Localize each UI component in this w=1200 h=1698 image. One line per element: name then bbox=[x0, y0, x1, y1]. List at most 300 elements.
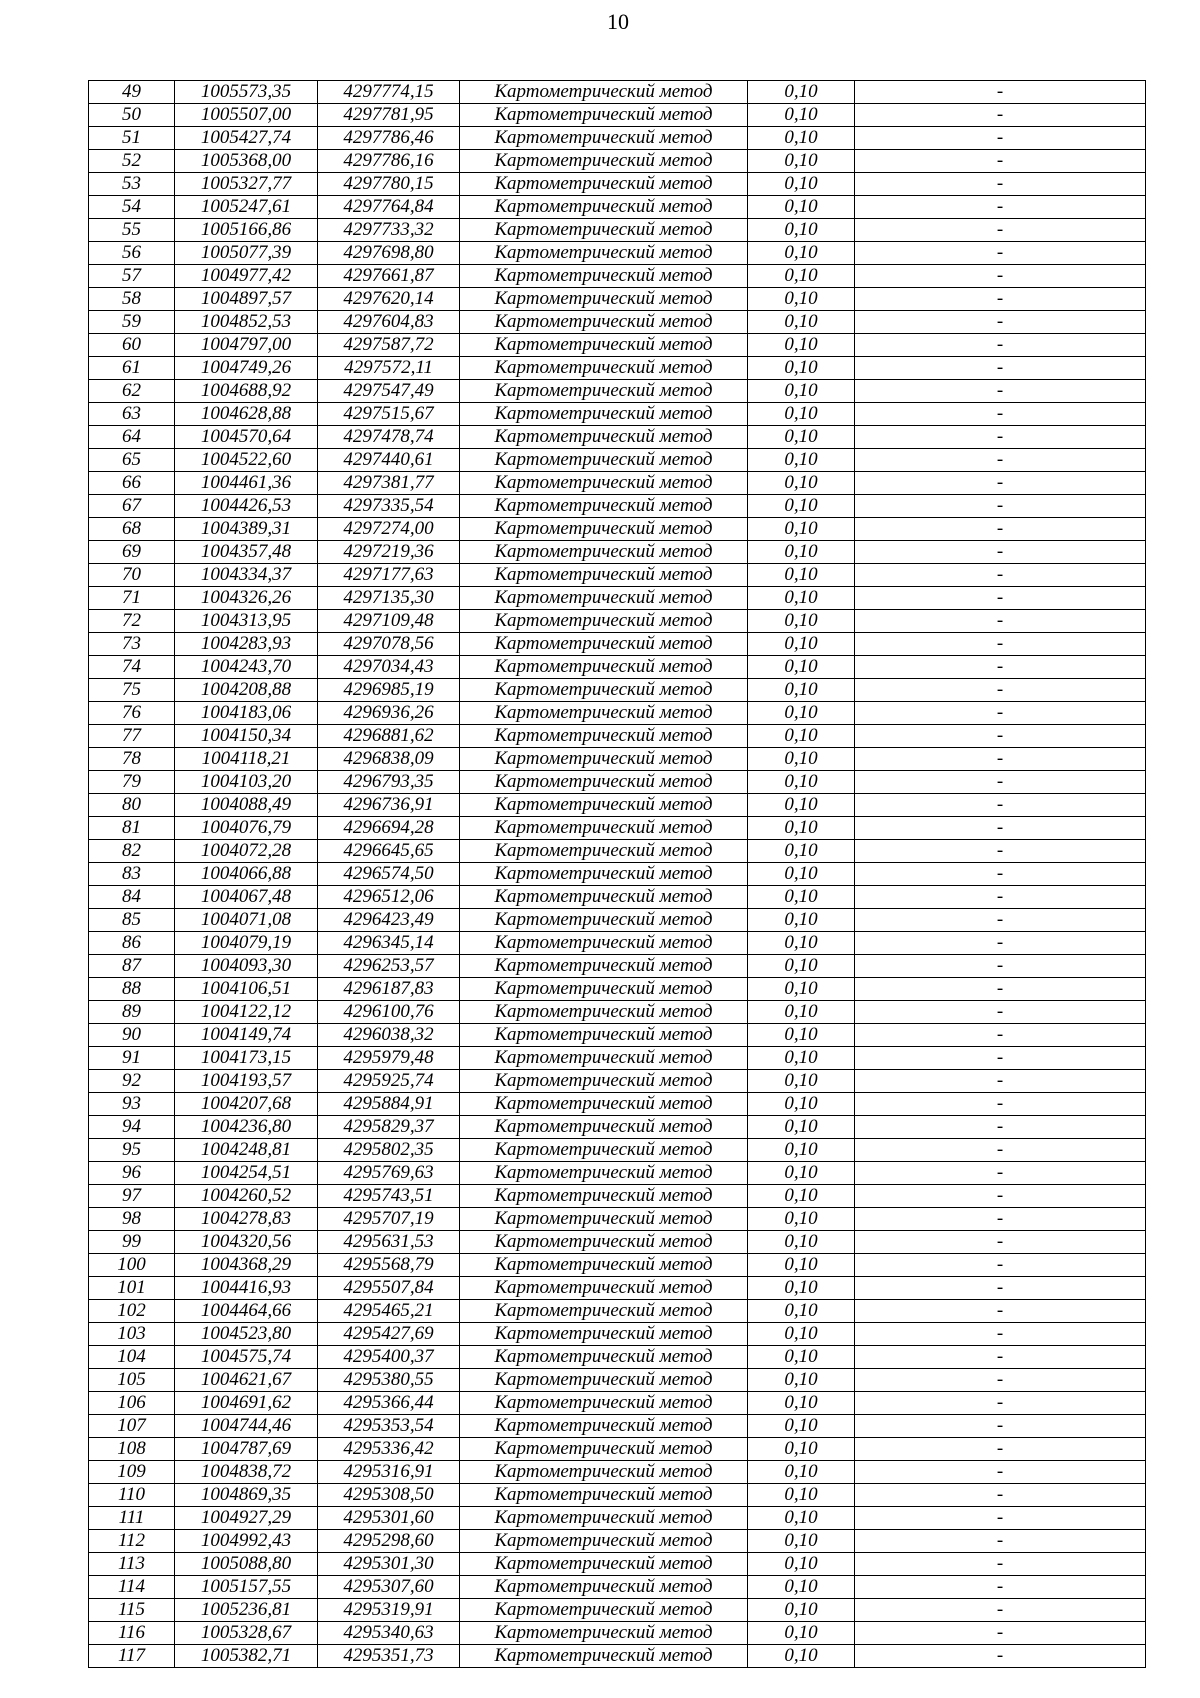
y-coordinate-cell: 4297572,11 bbox=[318, 357, 460, 380]
table-row bbox=[89, 1645, 1146, 1668]
accuracy-cell: 0,10 bbox=[748, 1093, 855, 1116]
x-coordinate-cell: 1004278,83 bbox=[175, 1208, 318, 1231]
point-number-cell: 53 bbox=[89, 173, 175, 196]
description-cell: - bbox=[855, 1599, 1146, 1622]
y-coordinate-cell: 4297177,63 bbox=[318, 564, 460, 587]
x-coordinate-cell: 1004621,67 bbox=[175, 1369, 318, 1392]
table-row bbox=[89, 1208, 1146, 1231]
accuracy-cell: 0,10 bbox=[748, 840, 855, 863]
table-row bbox=[89, 1277, 1146, 1300]
point-number-cell: 50 bbox=[89, 104, 175, 127]
x-coordinate-cell: 1005382,71 bbox=[175, 1645, 318, 1668]
x-coordinate-cell: 1004071,08 bbox=[175, 909, 318, 932]
y-coordinate-cell: 4296187,83 bbox=[318, 978, 460, 1001]
y-coordinate-cell: 4297733,32 bbox=[318, 219, 460, 242]
table-row bbox=[89, 81, 1146, 104]
y-coordinate-cell: 4295351,73 bbox=[318, 1645, 460, 1668]
accuracy-cell: 0,10 bbox=[748, 288, 855, 311]
point-number-cell: 98 bbox=[89, 1208, 175, 1231]
description-cell: - bbox=[855, 219, 1146, 242]
description-cell: - bbox=[855, 1208, 1146, 1231]
accuracy-cell: 0,10 bbox=[748, 81, 855, 104]
table-row bbox=[89, 150, 1146, 173]
table-row bbox=[89, 794, 1146, 817]
y-coordinate-cell: 4295298,60 bbox=[318, 1530, 460, 1553]
description-cell: - bbox=[855, 334, 1146, 357]
accuracy-cell: 0,10 bbox=[748, 518, 855, 541]
y-coordinate-cell: 4297786,46 bbox=[318, 127, 460, 150]
method-cell: Картометрический метод bbox=[460, 1415, 748, 1438]
y-coordinate-cell: 4295925,74 bbox=[318, 1070, 460, 1093]
description-cell: - bbox=[855, 748, 1146, 771]
description-cell: - bbox=[855, 1461, 1146, 1484]
description-cell: - bbox=[855, 472, 1146, 495]
method-cell: Картометрический метод bbox=[460, 1599, 748, 1622]
y-coordinate-cell: 4295336,42 bbox=[318, 1438, 460, 1461]
method-cell: Картометрический метод bbox=[460, 564, 748, 587]
x-coordinate-cell: 1004088,49 bbox=[175, 794, 318, 817]
table-row bbox=[89, 1438, 1146, 1461]
point-number-cell: 72 bbox=[89, 610, 175, 633]
point-number-cell: 89 bbox=[89, 1001, 175, 1024]
y-coordinate-cell: 4295568,79 bbox=[318, 1254, 460, 1277]
table-row bbox=[89, 196, 1146, 219]
x-coordinate-cell: 1005328,67 bbox=[175, 1622, 318, 1645]
table-row bbox=[89, 288, 1146, 311]
x-coordinate-cell: 1004066,88 bbox=[175, 863, 318, 886]
y-coordinate-cell: 4297515,67 bbox=[318, 403, 460, 426]
x-coordinate-cell: 1004079,19 bbox=[175, 932, 318, 955]
method-cell: Картометрический метод bbox=[460, 1484, 748, 1507]
point-number-cell: 92 bbox=[89, 1070, 175, 1093]
accuracy-cell: 0,10 bbox=[748, 1645, 855, 1668]
x-coordinate-cell: 1004570,64 bbox=[175, 426, 318, 449]
accuracy-cell: 0,10 bbox=[748, 679, 855, 702]
x-coordinate-cell: 1004897,57 bbox=[175, 288, 318, 311]
method-cell: Картометрический метод bbox=[460, 265, 748, 288]
y-coordinate-cell: 4297587,72 bbox=[318, 334, 460, 357]
description-cell: - bbox=[855, 150, 1146, 173]
table-row bbox=[89, 1576, 1146, 1599]
y-coordinate-cell: 4297335,54 bbox=[318, 495, 460, 518]
method-cell: Картометрический метод bbox=[460, 1530, 748, 1553]
method-cell: Картометрический метод bbox=[460, 1208, 748, 1231]
table-row bbox=[89, 449, 1146, 472]
table-row bbox=[89, 610, 1146, 633]
x-coordinate-cell: 1005236,81 bbox=[175, 1599, 318, 1622]
method-cell: Картометрический метод bbox=[460, 219, 748, 242]
point-number-cell: 71 bbox=[89, 587, 175, 610]
y-coordinate-cell: 4295353,54 bbox=[318, 1415, 460, 1438]
method-cell: Картометрический метод bbox=[460, 1553, 748, 1576]
description-cell: - bbox=[855, 1254, 1146, 1277]
method-cell: Картометрический метод bbox=[460, 932, 748, 955]
table-row bbox=[89, 1599, 1146, 1622]
table-row bbox=[89, 1093, 1146, 1116]
point-number-cell: 70 bbox=[89, 564, 175, 587]
x-coordinate-cell: 1004122,12 bbox=[175, 1001, 318, 1024]
accuracy-cell: 0,10 bbox=[748, 357, 855, 380]
point-number-cell: 68 bbox=[89, 518, 175, 541]
point-number-cell: 109 bbox=[89, 1461, 175, 1484]
accuracy-cell: 0,10 bbox=[748, 426, 855, 449]
accuracy-cell: 0,10 bbox=[748, 1116, 855, 1139]
point-number-cell: 114 bbox=[89, 1576, 175, 1599]
point-number-cell: 84 bbox=[89, 886, 175, 909]
table-row bbox=[89, 1392, 1146, 1415]
point-number-cell: 51 bbox=[89, 127, 175, 150]
x-coordinate-cell: 1004522,60 bbox=[175, 449, 318, 472]
point-number-cell: 94 bbox=[89, 1116, 175, 1139]
y-coordinate-cell: 4295631,53 bbox=[318, 1231, 460, 1254]
point-number-cell: 113 bbox=[89, 1553, 175, 1576]
description-cell: - bbox=[855, 840, 1146, 863]
y-coordinate-cell: 4295380,55 bbox=[318, 1369, 460, 1392]
x-coordinate-cell: 1005368,00 bbox=[175, 150, 318, 173]
accuracy-cell: 0,10 bbox=[748, 1438, 855, 1461]
description-cell: - bbox=[855, 978, 1146, 1001]
description-cell: - bbox=[855, 127, 1146, 150]
table-row bbox=[89, 242, 1146, 265]
method-cell: Картометрический метод bbox=[460, 1162, 748, 1185]
point-number-cell: 99 bbox=[89, 1231, 175, 1254]
point-number-cell: 105 bbox=[89, 1369, 175, 1392]
method-cell: Картометрический метод bbox=[460, 472, 748, 495]
table-row bbox=[89, 817, 1146, 840]
point-number-cell: 93 bbox=[89, 1093, 175, 1116]
accuracy-cell: 0,10 bbox=[748, 725, 855, 748]
table-row bbox=[89, 863, 1146, 886]
y-coordinate-cell: 4296838,09 bbox=[318, 748, 460, 771]
method-cell: Картометрический метод bbox=[460, 633, 748, 656]
accuracy-cell: 0,10 bbox=[748, 863, 855, 886]
y-coordinate-cell: 4295301,30 bbox=[318, 1553, 460, 1576]
y-coordinate-cell: 4296985,19 bbox=[318, 679, 460, 702]
y-coordinate-cell: 4296253,57 bbox=[318, 955, 460, 978]
accuracy-cell: 0,10 bbox=[748, 196, 855, 219]
table-row bbox=[89, 955, 1146, 978]
table-row bbox=[89, 1484, 1146, 1507]
table-row bbox=[89, 840, 1146, 863]
table-row bbox=[89, 1415, 1146, 1438]
description-cell: - bbox=[855, 1162, 1146, 1185]
description-cell: - bbox=[855, 587, 1146, 610]
x-coordinate-cell: 1004852,53 bbox=[175, 311, 318, 334]
description-cell: - bbox=[855, 1139, 1146, 1162]
y-coordinate-cell: 4295316,91 bbox=[318, 1461, 460, 1484]
y-coordinate-cell: 4295308,50 bbox=[318, 1484, 460, 1507]
method-cell: Картометрический метод bbox=[460, 173, 748, 196]
x-coordinate-cell: 1004787,69 bbox=[175, 1438, 318, 1461]
description-cell: - bbox=[855, 104, 1146, 127]
table-row bbox=[89, 679, 1146, 702]
accuracy-cell: 0,10 bbox=[748, 656, 855, 679]
method-cell: Картометрический метод bbox=[460, 1231, 748, 1254]
method-cell: Картометрический метод bbox=[460, 978, 748, 1001]
method-cell: Картометрический метод bbox=[460, 748, 748, 771]
accuracy-cell: 0,10 bbox=[748, 380, 855, 403]
table-row bbox=[89, 472, 1146, 495]
y-coordinate-cell: 4296694,28 bbox=[318, 817, 460, 840]
x-coordinate-cell: 1005157,55 bbox=[175, 1576, 318, 1599]
method-cell: Картометрический метод bbox=[460, 702, 748, 725]
method-cell: Картометрический метод bbox=[460, 311, 748, 334]
point-number-cell: 69 bbox=[89, 541, 175, 564]
method-cell: Картометрический метод bbox=[460, 1346, 748, 1369]
description-cell: - bbox=[855, 495, 1146, 518]
y-coordinate-cell: 4296793,35 bbox=[318, 771, 460, 794]
description-cell: - bbox=[855, 265, 1146, 288]
table-row bbox=[89, 311, 1146, 334]
point-number-cell: 73 bbox=[89, 633, 175, 656]
description-cell: - bbox=[855, 1553, 1146, 1576]
description-cell: - bbox=[855, 909, 1146, 932]
accuracy-cell: 0,10 bbox=[748, 955, 855, 978]
method-cell: Картометрический метод bbox=[460, 242, 748, 265]
table-row bbox=[89, 1070, 1146, 1093]
description-cell: - bbox=[855, 1047, 1146, 1070]
x-coordinate-cell: 1004103,20 bbox=[175, 771, 318, 794]
y-coordinate-cell: 4296345,14 bbox=[318, 932, 460, 955]
point-number-cell: 116 bbox=[89, 1622, 175, 1645]
description-cell: - bbox=[855, 1231, 1146, 1254]
table-row bbox=[89, 1047, 1146, 1070]
method-cell: Картометрический метод bbox=[460, 771, 748, 794]
accuracy-cell: 0,10 bbox=[748, 1507, 855, 1530]
accuracy-cell: 0,10 bbox=[748, 794, 855, 817]
method-cell: Картометрический метод bbox=[460, 1093, 748, 1116]
accuracy-cell: 0,10 bbox=[748, 886, 855, 909]
y-coordinate-cell: 4297547,49 bbox=[318, 380, 460, 403]
x-coordinate-cell: 1004691,62 bbox=[175, 1392, 318, 1415]
x-coordinate-cell: 1004334,37 bbox=[175, 564, 318, 587]
method-cell: Картометрический метод bbox=[460, 357, 748, 380]
table-row bbox=[89, 127, 1146, 150]
method-cell: Картометрический метод bbox=[460, 909, 748, 932]
y-coordinate-cell: 4295769,63 bbox=[318, 1162, 460, 1185]
x-coordinate-cell: 1005427,74 bbox=[175, 127, 318, 150]
description-cell: - bbox=[855, 403, 1146, 426]
x-coordinate-cell: 1004067,48 bbox=[175, 886, 318, 909]
description-cell: - bbox=[855, 1369, 1146, 1392]
accuracy-cell: 0,10 bbox=[748, 564, 855, 587]
x-coordinate-cell: 1004326,26 bbox=[175, 587, 318, 610]
accuracy-cell: 0,10 bbox=[748, 1530, 855, 1553]
description-cell: - bbox=[855, 932, 1146, 955]
accuracy-cell: 0,10 bbox=[748, 932, 855, 955]
y-coordinate-cell: 4295802,35 bbox=[318, 1139, 460, 1162]
description-cell: - bbox=[855, 449, 1146, 472]
y-coordinate-cell: 4295884,91 bbox=[318, 1093, 460, 1116]
description-cell: - bbox=[855, 288, 1146, 311]
table-row bbox=[89, 1185, 1146, 1208]
y-coordinate-cell: 4296512,06 bbox=[318, 886, 460, 909]
point-number-cell: 102 bbox=[89, 1300, 175, 1323]
point-number-cell: 85 bbox=[89, 909, 175, 932]
method-cell: Картометрический метод bbox=[460, 1369, 748, 1392]
method-cell: Картометрический метод bbox=[460, 380, 748, 403]
accuracy-cell: 0,10 bbox=[748, 1576, 855, 1599]
x-coordinate-cell: 1004461,36 bbox=[175, 472, 318, 495]
table-row bbox=[89, 1116, 1146, 1139]
method-cell: Картометрический метод bbox=[460, 817, 748, 840]
table-row bbox=[89, 1553, 1146, 1576]
x-coordinate-cell: 1004426,53 bbox=[175, 495, 318, 518]
y-coordinate-cell: 4297478,74 bbox=[318, 426, 460, 449]
description-cell: - bbox=[855, 1530, 1146, 1553]
method-cell: Картометрический метод bbox=[460, 334, 748, 357]
y-coordinate-cell: 4295307,60 bbox=[318, 1576, 460, 1599]
x-coordinate-cell: 1005077,39 bbox=[175, 242, 318, 265]
x-coordinate-cell: 1004464,66 bbox=[175, 1300, 318, 1323]
accuracy-cell: 0,10 bbox=[748, 587, 855, 610]
x-coordinate-cell: 1004183,06 bbox=[175, 702, 318, 725]
accuracy-cell: 0,10 bbox=[748, 1300, 855, 1323]
x-coordinate-cell: 1004797,00 bbox=[175, 334, 318, 357]
table-row bbox=[89, 1300, 1146, 1323]
table-row bbox=[89, 334, 1146, 357]
x-coordinate-cell: 1004744,46 bbox=[175, 1415, 318, 1438]
table-row bbox=[89, 909, 1146, 932]
accuracy-cell: 0,10 bbox=[748, 1461, 855, 1484]
accuracy-cell: 0,10 bbox=[748, 978, 855, 1001]
y-coordinate-cell: 4297274,00 bbox=[318, 518, 460, 541]
description-cell: - bbox=[855, 1277, 1146, 1300]
x-coordinate-cell: 1004416,93 bbox=[175, 1277, 318, 1300]
point-number-cell: 77 bbox=[89, 725, 175, 748]
point-number-cell: 61 bbox=[89, 357, 175, 380]
y-coordinate-cell: 4295366,44 bbox=[318, 1392, 460, 1415]
x-coordinate-cell: 1004236,80 bbox=[175, 1116, 318, 1139]
method-cell: Картометрический метод bbox=[460, 863, 748, 886]
accuracy-cell: 0,10 bbox=[748, 1139, 855, 1162]
method-cell: Картометрический метод bbox=[460, 1185, 748, 1208]
point-number-cell: 80 bbox=[89, 794, 175, 817]
x-coordinate-cell: 1004389,31 bbox=[175, 518, 318, 541]
y-coordinate-cell: 4296038,32 bbox=[318, 1024, 460, 1047]
y-coordinate-cell: 4297764,84 bbox=[318, 196, 460, 219]
method-cell: Картометрический метод bbox=[460, 150, 748, 173]
description-cell: - bbox=[855, 1093, 1146, 1116]
description-cell: - bbox=[855, 1346, 1146, 1369]
accuracy-cell: 0,10 bbox=[748, 1162, 855, 1185]
y-coordinate-cell: 4297661,87 bbox=[318, 265, 460, 288]
method-cell: Картометрический метод bbox=[460, 1070, 748, 1093]
y-coordinate-cell: 4297381,77 bbox=[318, 472, 460, 495]
x-coordinate-cell: 1004368,29 bbox=[175, 1254, 318, 1277]
x-coordinate-cell: 1004749,26 bbox=[175, 357, 318, 380]
method-cell: Картометрический метод bbox=[460, 541, 748, 564]
table-row bbox=[89, 1162, 1146, 1185]
point-number-cell: 55 bbox=[89, 219, 175, 242]
accuracy-cell: 0,10 bbox=[748, 771, 855, 794]
method-cell: Картометрический метод bbox=[460, 1438, 748, 1461]
description-cell: - bbox=[855, 426, 1146, 449]
y-coordinate-cell: 4295465,21 bbox=[318, 1300, 460, 1323]
x-coordinate-cell: 1005166,86 bbox=[175, 219, 318, 242]
y-coordinate-cell: 4297135,30 bbox=[318, 587, 460, 610]
point-number-cell: 49 bbox=[89, 81, 175, 104]
table-row bbox=[89, 702, 1146, 725]
description-cell: - bbox=[855, 196, 1146, 219]
table-row bbox=[89, 587, 1146, 610]
x-coordinate-cell: 1004992,43 bbox=[175, 1530, 318, 1553]
description-cell: - bbox=[855, 1323, 1146, 1346]
y-coordinate-cell: 4296736,91 bbox=[318, 794, 460, 817]
accuracy-cell: 0,10 bbox=[748, 334, 855, 357]
table-row bbox=[89, 656, 1146, 679]
method-cell: Картометрический метод bbox=[460, 886, 748, 909]
y-coordinate-cell: 4297774,15 bbox=[318, 81, 460, 104]
table-row bbox=[89, 1346, 1146, 1369]
point-number-cell: 66 bbox=[89, 472, 175, 495]
point-number-cell: 74 bbox=[89, 656, 175, 679]
point-number-cell: 106 bbox=[89, 1392, 175, 1415]
table-row bbox=[89, 748, 1146, 771]
point-number-cell: 57 bbox=[89, 265, 175, 288]
table-row bbox=[89, 932, 1146, 955]
method-cell: Картометрический метод bbox=[460, 196, 748, 219]
table-row bbox=[89, 1530, 1146, 1553]
table-row bbox=[89, 495, 1146, 518]
description-cell: - bbox=[855, 242, 1146, 265]
method-cell: Картометрический метод bbox=[460, 1277, 748, 1300]
description-cell: - bbox=[855, 357, 1146, 380]
y-coordinate-cell: 4296881,62 bbox=[318, 725, 460, 748]
point-number-cell: 83 bbox=[89, 863, 175, 886]
point-number-cell: 76 bbox=[89, 702, 175, 725]
accuracy-cell: 0,10 bbox=[748, 610, 855, 633]
accuracy-cell: 0,10 bbox=[748, 702, 855, 725]
y-coordinate-cell: 4295743,51 bbox=[318, 1185, 460, 1208]
y-coordinate-cell: 4297078,56 bbox=[318, 633, 460, 656]
x-coordinate-cell: 1004357,48 bbox=[175, 541, 318, 564]
method-cell: Картометрический метод bbox=[460, 1576, 748, 1599]
point-number-cell: 90 bbox=[89, 1024, 175, 1047]
accuracy-cell: 0,10 bbox=[748, 403, 855, 426]
y-coordinate-cell: 4296574,50 bbox=[318, 863, 460, 886]
description-cell: - bbox=[855, 518, 1146, 541]
accuracy-cell: 0,10 bbox=[748, 1392, 855, 1415]
accuracy-cell: 0,10 bbox=[748, 242, 855, 265]
table-row bbox=[89, 633, 1146, 656]
point-number-cell: 111 bbox=[89, 1507, 175, 1530]
accuracy-cell: 0,10 bbox=[748, 1484, 855, 1507]
table-row bbox=[89, 104, 1146, 127]
point-number-cell: 78 bbox=[89, 748, 175, 771]
y-coordinate-cell: 4295400,37 bbox=[318, 1346, 460, 1369]
point-number-cell: 59 bbox=[89, 311, 175, 334]
y-coordinate-cell: 4296423,49 bbox=[318, 909, 460, 932]
description-cell: - bbox=[855, 1438, 1146, 1461]
method-cell: Картометрический метод bbox=[460, 1024, 748, 1047]
x-coordinate-cell: 1004313,95 bbox=[175, 610, 318, 633]
accuracy-cell: 0,10 bbox=[748, 1369, 855, 1392]
description-cell: - bbox=[855, 771, 1146, 794]
x-coordinate-cell: 1004254,51 bbox=[175, 1162, 318, 1185]
x-coordinate-cell: 1005247,61 bbox=[175, 196, 318, 219]
description-cell: - bbox=[855, 1001, 1146, 1024]
accuracy-cell: 0,10 bbox=[748, 541, 855, 564]
point-number-cell: 54 bbox=[89, 196, 175, 219]
description-cell: - bbox=[855, 817, 1146, 840]
table-row bbox=[89, 978, 1146, 1001]
coordinates-table bbox=[88, 80, 1146, 1668]
y-coordinate-cell: 4295829,37 bbox=[318, 1116, 460, 1139]
x-coordinate-cell: 1004628,88 bbox=[175, 403, 318, 426]
point-number-cell: 96 bbox=[89, 1162, 175, 1185]
description-cell: - bbox=[855, 1415, 1146, 1438]
